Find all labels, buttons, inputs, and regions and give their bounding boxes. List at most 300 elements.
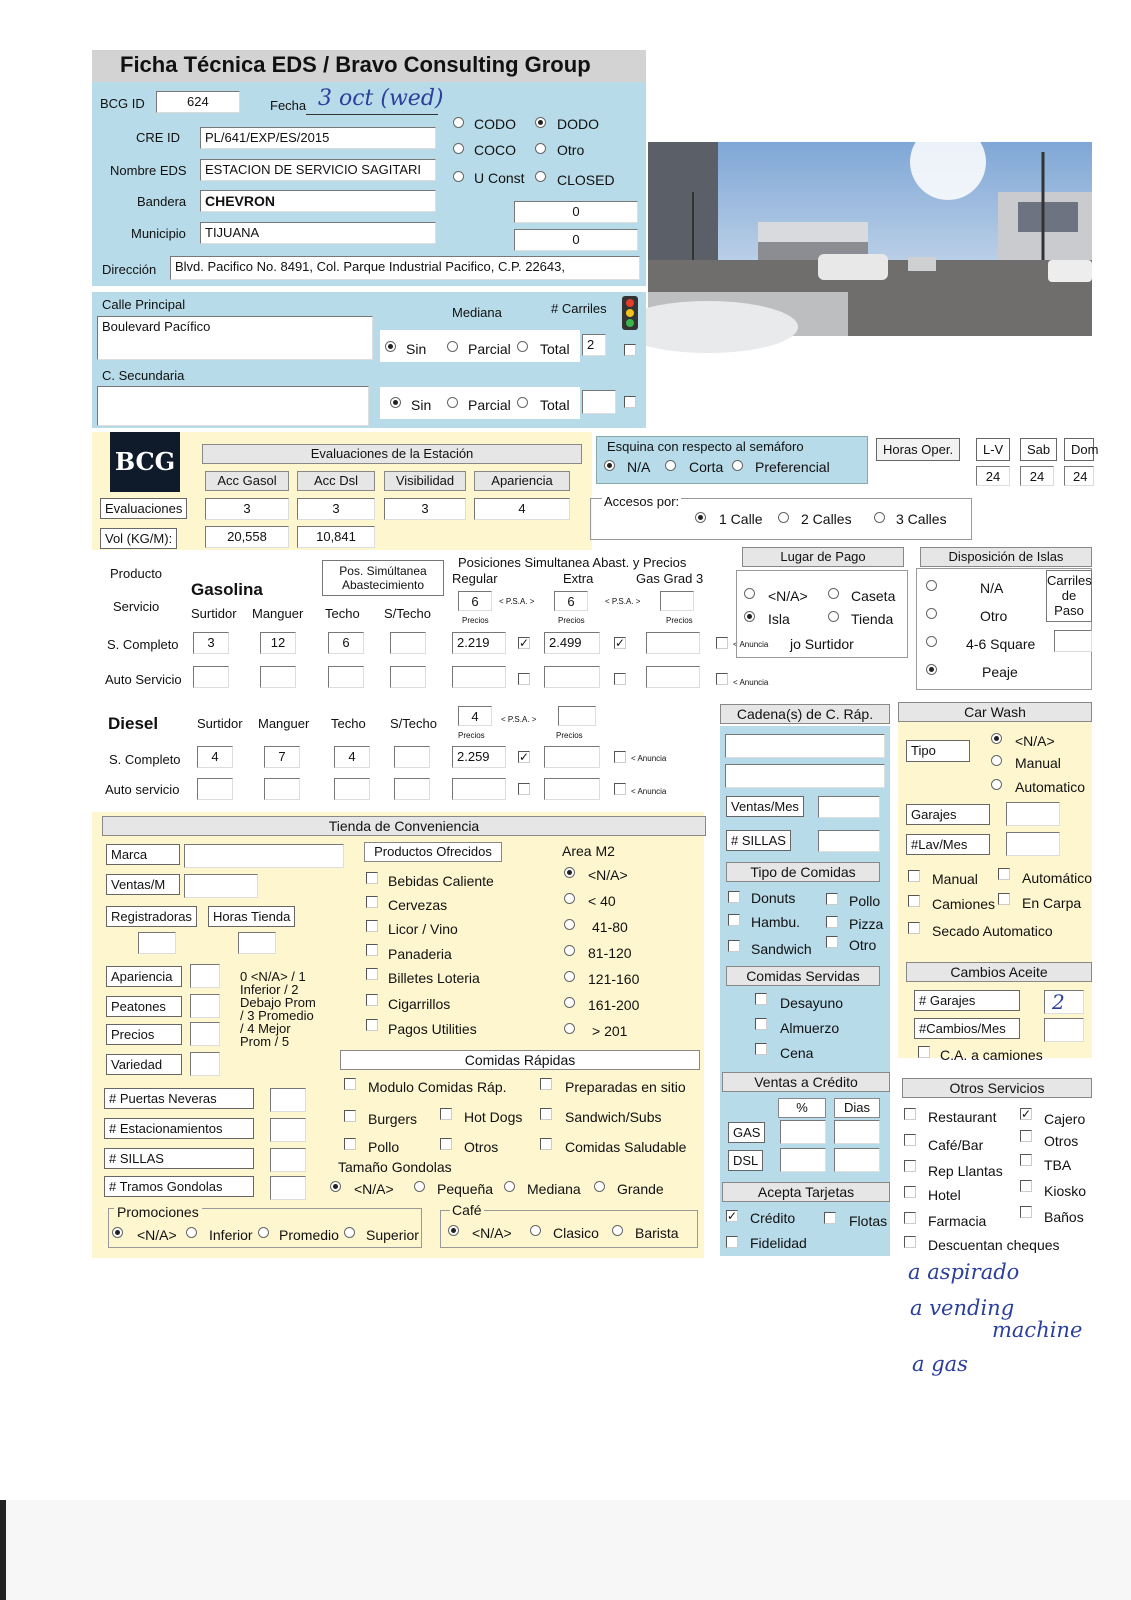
check-sandwich[interactable]: [728, 940, 740, 952]
horas-dom-field[interactable]: 24: [1064, 466, 1094, 486]
gas-sc-manguer-field[interactable]: 12: [260, 632, 296, 654]
gas-as-manguer-field[interactable]: [260, 666, 296, 688]
promo-inferior-label: Inferior: [209, 1227, 253, 1243]
cafe-bar-label: Café/Bar: [928, 1137, 984, 1153]
fecha-underline: [306, 114, 438, 115]
cigarrillos-label: Cigarrillos: [388, 996, 451, 1012]
sandwich-subs-label: Sandwich/Subs: [565, 1109, 662, 1125]
gas-as-techo-field[interactable]: [328, 666, 364, 688]
radio-gondola-na[interactable]: [330, 1181, 341, 1192]
extra-psa-label: < P.S.A. >: [605, 597, 641, 606]
radio-coco[interactable]: [453, 143, 464, 154]
kiosko-label: Kiosko: [1044, 1183, 1087, 1199]
check-pollo-rapido[interactable]: [344, 1138, 356, 1150]
check-pollo-comida[interactable]: [826, 893, 838, 905]
diesel-sc-stecho-field[interactable]: [394, 746, 430, 768]
radio-pago-isla[interactable]: [744, 611, 755, 622]
diesel-manguer-label: Manguer: [258, 716, 310, 731]
diesel-price-field[interactable]: 2.259: [452, 746, 506, 768]
parcial-label-2: Parcial: [468, 397, 511, 413]
diesel-techo-label: Techo: [331, 716, 366, 731]
sin-label-1: Sin: [406, 341, 427, 357]
modulo-label: Modulo Comidas Ráp.: [368, 1079, 507, 1095]
panaderia-label: Panaderia: [388, 946, 452, 962]
check-farmacia[interactable]: [904, 1212, 916, 1224]
aceite-cambios-field[interactable]: [1044, 1018, 1084, 1042]
check-hambu[interactable]: [728, 914, 740, 926]
precios-label: Precios: [106, 1024, 182, 1045]
check-credito[interactable]: ✓: [727, 1209, 738, 1223]
credito-gas-dias-field[interactable]: [834, 1120, 880, 1144]
radio-mediana-parcial-2[interactable]: [447, 397, 458, 408]
radio-area-80[interactable]: [564, 919, 575, 930]
puertas-label: # Puertas Neveras: [104, 1088, 254, 1109]
radio-esquina-preferencial[interactable]: [732, 460, 743, 471]
dodo-label: DODO: [557, 116, 599, 132]
radio-wash-na[interactable]: [991, 733, 1002, 744]
radio-islas-square[interactable]: [926, 636, 937, 647]
tramos-field[interactable]: [270, 1176, 306, 1200]
extra-precios-label: Precios: [558, 616, 585, 625]
scan-edge-line: [0, 1500, 6, 1600]
gas-manguer-label: Manguer: [252, 606, 304, 621]
vol-dsl-field[interactable]: 10,841: [297, 526, 375, 548]
cre-id-label: CRE ID: [136, 130, 181, 145]
diesel-precios-label: Precios: [458, 731, 485, 740]
eval-header: Evaluaciones de la Estación: [202, 444, 582, 464]
registradoras-field[interactable]: [138, 932, 176, 954]
ventas-credito-header: Ventas a Crédito: [722, 1072, 890, 1092]
gondola-grande-label: Grande: [617, 1181, 664, 1197]
grad3-price-field[interactable]: [646, 632, 700, 654]
loteria-label: Billetes Loteria: [388, 970, 480, 986]
bcg-id-label: BCG ID: [100, 96, 145, 111]
radio-pago-tienda[interactable]: [828, 611, 839, 622]
promociones-label: Promociones: [114, 1205, 202, 1219]
check-hotdogs[interactable]: [440, 1108, 452, 1120]
tienda-sillas-label: # SILLAS: [104, 1148, 254, 1169]
radio-mediana-sin-2[interactable]: [390, 397, 401, 408]
radio-promo-inferior[interactable]: [186, 1227, 197, 1238]
area-201-label: > 201: [592, 1023, 628, 1039]
extra-pos-field[interactable]: 6: [554, 591, 588, 611]
gas-scompleto-label: S. Completo: [107, 637, 179, 652]
regular-price-field[interactable]: 2.219: [452, 632, 506, 654]
diesel-as-anuncia-label: < Anuncia: [631, 787, 667, 796]
tienda-ventas-label: Ventas/M: [106, 874, 180, 895]
check-otros-rapido[interactable]: [440, 1138, 452, 1150]
radio-accesos-3calles[interactable]: [874, 512, 885, 523]
otro-label: Otro: [557, 142, 585, 158]
bcg-logo-text: BCG: [114, 447, 176, 476]
radio-mediana-parcial-1[interactable]: [447, 341, 458, 352]
apariencia-field[interactable]: [190, 964, 220, 988]
diesel-as-techo-field[interactable]: [334, 778, 370, 800]
carriles-field-2[interactable]: [582, 390, 616, 414]
diesel-anuncia-check-2[interactable]: [614, 751, 626, 763]
radio-area-40[interactable]: [564, 893, 575, 904]
eval-col-acc-gasol: Acc Gasol: [205, 471, 289, 491]
radio-promo-promedio[interactable]: [258, 1227, 269, 1238]
desayuno-label: Desayuno: [780, 995, 844, 1011]
municipio-field[interactable]: TIJUANA: [200, 222, 436, 244]
credito-label: Crédito: [750, 1210, 796, 1226]
banos-label: Baños: [1044, 1209, 1084, 1225]
cafe-label: Café: [452, 1202, 482, 1218]
pago-na-label: <N/A>: [768, 588, 808, 604]
area-160-label: 121-160: [588, 971, 640, 987]
grad3-pos-field[interactable]: [660, 591, 694, 611]
peatones-label: Peatones: [106, 996, 182, 1017]
variedad-field[interactable]: [190, 1052, 220, 1076]
diesel-sc-manguer-field[interactable]: 7: [264, 746, 300, 768]
check-loteria[interactable]: [366, 968, 378, 980]
area-200-label: 161-200: [588, 997, 640, 1013]
carriles-paso-field[interactable]: [1054, 630, 1092, 652]
pizza-label: Pizza: [849, 916, 884, 932]
check-flotas[interactable]: [824, 1212, 836, 1224]
precios-field[interactable]: [190, 1022, 220, 1046]
calle-principal-field[interactable]: Boulevard Pacífico: [97, 316, 373, 360]
area-na-label: <N/A>: [588, 867, 628, 883]
gas-as-regular-price[interactable]: [452, 666, 506, 688]
radio-islas-na[interactable]: [926, 580, 937, 591]
carwash-tipo-label: Tipo: [906, 740, 970, 762]
regular-pos-field[interactable]: 6: [458, 591, 492, 611]
cadena-sillas-label: # SILLAS: [726, 830, 791, 851]
puertas-field[interactable]: [270, 1088, 306, 1112]
gas-as-stecho-field[interactable]: [390, 666, 426, 688]
diesel-as-stecho-field[interactable]: [394, 778, 430, 800]
diesel-sc-surtidor-field[interactable]: 4: [197, 746, 233, 768]
check-cafe-bar[interactable]: [904, 1134, 916, 1146]
gas-as-extra-check[interactable]: [614, 673, 626, 685]
rep-llantas-label: Rep Llantas: [928, 1163, 1003, 1179]
note-vending: a vending: [910, 1296, 1015, 1320]
lugar-pago-header: Lugar de Pago: [742, 547, 904, 567]
accesos-2calles-label: 2 Calles: [801, 511, 852, 527]
diesel-psa-label: < P.S.A. >: [501, 715, 537, 724]
check-panaderia[interactable]: [366, 944, 378, 956]
diesel-as-check-2[interactable]: [614, 783, 626, 795]
eval-visibilidad-field[interactable]: 3: [384, 498, 466, 520]
horas-lv-label: L-V: [976, 438, 1010, 461]
grad3-label: Gas Grad 3: [636, 571, 704, 586]
gas-as-grad3-price[interactable]: [646, 666, 700, 688]
islas-header: Disposición de Islas: [920, 547, 1092, 567]
counter-field-1[interactable]: 0: [514, 201, 638, 223]
gas-as-extra-price[interactable]: [544, 666, 600, 688]
diesel-precios-label-2: Precios: [556, 731, 583, 740]
check-otros-serv[interactable]: [1020, 1130, 1032, 1142]
eval-acc-gasol-field[interactable]: 3: [205, 498, 289, 520]
radio-mediana-total-1[interactable]: [517, 341, 528, 352]
check-banos[interactable]: [1020, 1206, 1032, 1218]
radio-area-na[interactable]: [564, 867, 575, 878]
check-burgers[interactable]: [344, 1110, 356, 1122]
comidas-servidas-header: Comidas Servidas: [726, 966, 880, 986]
extra-anuncia-check[interactable]: ✓: [615, 636, 626, 650]
tienda-ventas-field[interactable]: [184, 874, 258, 898]
carriles-field-1[interactable]: 2: [582, 334, 606, 356]
cheques-label: Descuentan cheques: [928, 1237, 1060, 1253]
tienda-sillas-field[interactable]: [270, 1148, 306, 1172]
eval-apariencia-field[interactable]: 4: [474, 498, 570, 520]
check-sandwich-subs[interactable]: [540, 1108, 552, 1120]
note-aspirado: a aspirado: [908, 1260, 1020, 1284]
wash-garajes-label: Garajes: [906, 804, 990, 825]
gondolas-label: Tamaño Gondolas: [338, 1159, 452, 1175]
gas-surtidor-label: Surtidor: [191, 606, 237, 621]
accesos-1calle-label: 1 Calle: [719, 511, 763, 527]
wash-lav-field[interactable]: [1006, 832, 1060, 856]
area-120-label: 81-120: [588, 945, 632, 961]
radio-gondola-mediana[interactable]: [504, 1181, 515, 1192]
acepta-tarjetas-header: Acepta Tarjetas: [722, 1182, 890, 1202]
radio-mediana-sin-1[interactable]: [385, 341, 396, 352]
gas-as-surtidor-field[interactable]: [193, 666, 229, 688]
gas-sc-surtidor-field[interactable]: 3: [193, 632, 229, 654]
hotdogs-label: Hot Dogs: [464, 1109, 523, 1125]
wash-carpa-label: En Carpa: [1022, 895, 1082, 911]
check-saludable[interactable]: [540, 1138, 552, 1150]
check-wash-carpa[interactable]: [998, 893, 1010, 905]
bandera-field[interactable]: CHEVRON: [200, 190, 436, 212]
pago-tienda-label: Tienda: [851, 611, 894, 627]
credito-dsl-pct-field[interactable]: [780, 1148, 826, 1172]
c-secundaria-field[interactable]: [97, 386, 369, 426]
cadena-ventas-field[interactable]: [818, 796, 880, 818]
pollo-rapido-label: Pollo: [368, 1139, 400, 1155]
horas-sab-label: Sab: [1020, 438, 1057, 461]
bebidas-label: Bebidas Caliente: [388, 873, 494, 889]
radio-islas-otro[interactable]: [926, 608, 937, 619]
saludable-label: Comidas Saludable: [565, 1139, 687, 1155]
check-wash-secado[interactable]: [908, 922, 920, 934]
grad3-anuncia-check[interactable]: [716, 637, 728, 649]
carriles-check-2[interactable]: [624, 396, 636, 408]
estacionamientos-field[interactable]: [270, 1118, 306, 1142]
diesel-pos-field-2[interactable]: [558, 706, 596, 726]
radio-mediana-total-2[interactable]: [517, 397, 528, 408]
check-modulo[interactable]: [344, 1078, 356, 1090]
nombre-field[interactable]: ESTACION DE SERVICIO SAGITARI: [200, 159, 436, 181]
credito-dsl-dias-field[interactable]: [834, 1148, 880, 1172]
radio-wash-manual[interactable]: [991, 755, 1002, 766]
diesel-as-price-field-2[interactable]: [544, 778, 600, 800]
check-cheques[interactable]: [904, 1236, 916, 1248]
eval-acc-dsl-field[interactable]: 3: [297, 498, 375, 520]
tienda-header: Tienda de Conveniencia: [102, 816, 706, 836]
check-ca-camiones[interactable]: [918, 1046, 930, 1058]
credito-dsl-label: DSL: [728, 1150, 763, 1171]
promo-superior-label: Superior: [366, 1227, 419, 1243]
check-bebidas[interactable]: [366, 872, 378, 884]
radio-cafe-barista[interactable]: [612, 1225, 623, 1236]
horas-oper-label: Horas Oper.: [876, 438, 960, 461]
check-tba[interactable]: [1020, 1154, 1032, 1166]
radio-islas-peaje[interactable]: [926, 664, 937, 675]
cervezas-label: Cervezas: [388, 897, 448, 913]
diesel-as-manguer-field[interactable]: [264, 778, 300, 800]
direccion-label: Dirección: [102, 262, 157, 277]
check-wash-camiones[interactable]: [908, 895, 920, 907]
check-utilities[interactable]: [366, 1019, 378, 1031]
check-preparadas[interactable]: [540, 1078, 552, 1090]
cre-id-field[interactable]: PL/641/EXP/ES/2015: [200, 127, 436, 149]
servicio-label: Servicio: [113, 599, 160, 614]
estacionamientos-label: # Estacionamientos: [104, 1118, 254, 1139]
otros-serv-label: Otros: [1044, 1133, 1079, 1149]
radio-esquina-na[interactable]: [604, 460, 615, 471]
diesel-as-check[interactable]: [518, 783, 530, 795]
eval-col-visibilidad: Visibilidad: [384, 471, 466, 491]
radio-accesos-1calle[interactable]: [695, 512, 706, 523]
diesel-pos-field[interactable]: 4: [458, 706, 492, 726]
carriles-paso-label: Carriles de Paso: [1046, 570, 1092, 622]
radio-area-201[interactable]: [564, 1023, 575, 1034]
check-licor[interactable]: [366, 920, 378, 932]
grad3-anuncia-label: < Anuncia: [733, 640, 769, 649]
radio-promo-superior[interactable]: [344, 1227, 355, 1238]
peatones-field[interactable]: [190, 994, 220, 1018]
mediana-label: Mediana: [452, 305, 502, 320]
sandwich-label: Sandwich: [751, 941, 812, 957]
cafe-barista-label: Barista: [635, 1225, 679, 1241]
check-rep-llantas[interactable]: [904, 1160, 916, 1172]
radio-area-120[interactable]: [564, 945, 575, 956]
hotel-label: Hotel: [928, 1187, 961, 1203]
gas-sc-stecho-field[interactable]: [390, 632, 426, 654]
gas-as-regular-check[interactable]: [518, 673, 530, 685]
credito-gas-pct-field[interactable]: [780, 1120, 826, 1144]
diesel-label: Diesel: [108, 714, 159, 733]
cadena-ventas-label: Ventas/Mes: [726, 796, 804, 817]
farmacia-label: Farmacia: [928, 1213, 987, 1229]
tipo-comidas-header: Tipo de Comidas: [726, 862, 880, 882]
horas-dom-label: Dom: [1064, 438, 1094, 461]
diesel-anuncia-label: < Anuncia: [631, 754, 667, 763]
regular-anuncia-check[interactable]: ✓: [519, 636, 530, 650]
radio-otro[interactable]: [535, 143, 546, 154]
ca-camiones-label: C.A. a camiones: [940, 1047, 1043, 1063]
gondola-mediana-label: Mediana: [527, 1181, 581, 1197]
vol-gasol-field[interactable]: 20,558: [205, 526, 289, 548]
aceite-garajes-label: # Garajes: [914, 990, 1020, 1011]
check-donuts[interactable]: [728, 891, 740, 903]
wash-auto-label: Automatico: [1015, 779, 1086, 795]
radio-codo[interactable]: [453, 117, 464, 128]
promo-na-label: <N/A>: [137, 1227, 177, 1243]
horas-tienda-label: Horas Tienda: [208, 906, 295, 927]
check-restaurant[interactable]: [904, 1108, 916, 1120]
radio-pago-na[interactable]: [744, 588, 755, 599]
check-cervezas[interactable]: [366, 896, 378, 908]
wash-garajes-field[interactable]: [1006, 802, 1060, 826]
radio-area-160[interactable]: [564, 971, 575, 982]
accesos-label: Accesos por:: [604, 494, 680, 509]
check-hotel[interactable]: [904, 1186, 916, 1198]
check-pizza[interactable]: [826, 916, 838, 928]
note-gas: a gas: [912, 1352, 968, 1376]
radio-uconst[interactable]: [453, 171, 464, 182]
check-desayuno[interactable]: [755, 993, 767, 1005]
radio-closed[interactable]: [535, 171, 546, 182]
cadena-header: Cadena(s) de C. Ráp.: [720, 704, 890, 724]
check-wash-automatico[interactable]: [998, 868, 1010, 880]
check-wash-manual[interactable]: [908, 870, 920, 882]
direccion-field[interactable]: Blvd. Pacifico No. 8491, Col. Parque Industrial Pacifico, C.P. 22643,: [170, 256, 640, 280]
check-otro-comida[interactable]: [826, 936, 838, 948]
radio-wash-auto[interactable]: [991, 779, 1002, 790]
c-secundaria-label: C. Secundaria: [102, 368, 185, 383]
check-kiosko[interactable]: [1020, 1180, 1032, 1192]
check-cajero[interactable]: ✓: [1021, 1107, 1032, 1121]
radio-gondola-grande[interactable]: [594, 1181, 605, 1192]
radio-dodo[interactable]: [535, 117, 546, 128]
horas-sab-field[interactable]: 24: [1020, 466, 1054, 486]
islas-square-label: 4-6 Square: [966, 636, 1036, 652]
otros-servicios-header: Otros Servicios: [902, 1078, 1092, 1098]
bcg-logo: [110, 432, 180, 492]
gas-sc-techo-field[interactable]: 6: [328, 632, 364, 654]
islas-peaje-label: Peaje: [982, 664, 1018, 680]
productos-header: Productos Ofrecidos: [364, 842, 502, 862]
extra-price-field[interactable]: 2.499: [544, 632, 600, 654]
horas-tienda-field[interactable]: [238, 932, 276, 954]
check-cigarrillos[interactable]: [366, 994, 378, 1006]
carriles-check-1[interactable]: [624, 344, 636, 356]
gas-as-grad3-check[interactable]: [716, 673, 728, 685]
station-photo-svg: [648, 142, 1092, 336]
cadena-sillas-field[interactable]: [818, 830, 880, 852]
radio-esquina-corta[interactable]: [665, 460, 676, 471]
diesel-anuncia-check[interactable]: ✓: [519, 750, 530, 764]
horas-lv-field[interactable]: 24: [976, 466, 1010, 486]
otro-comida-label: Otro: [849, 937, 877, 953]
tienda-marca-field[interactable]: [184, 844, 344, 868]
check-almuerzo[interactable]: [755, 1018, 767, 1030]
radio-gondola-pequena[interactable]: [414, 1181, 425, 1192]
esquina-na-label: N/A: [627, 459, 651, 475]
diesel-as-price-field[interactable]: [452, 778, 506, 800]
flotas-label: Flotas: [849, 1213, 888, 1229]
radio-promo-na[interactable]: [112, 1227, 123, 1238]
diesel-as-surtidor-field[interactable]: [197, 778, 233, 800]
wash-secado-label: Secado Automatico: [932, 923, 1053, 939]
extra-label: Extra: [563, 571, 594, 586]
radio-accesos-2calles[interactable]: [778, 512, 789, 523]
bcg-id-field[interactable]: 624: [156, 91, 240, 113]
radio-cafe-na[interactable]: [448, 1225, 459, 1236]
almuerzo-label: Almuerzo: [780, 1020, 840, 1036]
cadena-field-2[interactable]: [725, 764, 885, 788]
cadena-field-1[interactable]: [725, 734, 885, 758]
diesel-sc-techo-field[interactable]: 4: [334, 746, 370, 768]
radio-pago-caseta[interactable]: [828, 588, 839, 599]
counter-field-2[interactable]: 0: [514, 229, 638, 251]
radio-area-200[interactable]: [564, 997, 575, 1008]
check-fidelidad[interactable]: [726, 1236, 738, 1248]
escala-text: 0 <N/A> / 1 Inferior / 2 Debajo Prom / 3 Promedio / 4 Mejor Prom / 5: [240, 969, 316, 1049]
credito-dias-header: Dias: [834, 1098, 880, 1118]
diesel-price-field-2[interactable]: [544, 746, 600, 768]
evaluaciones-label: Evaluaciones: [100, 498, 187, 519]
radio-cafe-clasico[interactable]: [530, 1225, 541, 1236]
gondola-na-label: <N/A>: [354, 1181, 394, 1197]
check-cena[interactable]: [755, 1043, 767, 1055]
cafe-clasico-label: Clasico: [553, 1225, 599, 1241]
